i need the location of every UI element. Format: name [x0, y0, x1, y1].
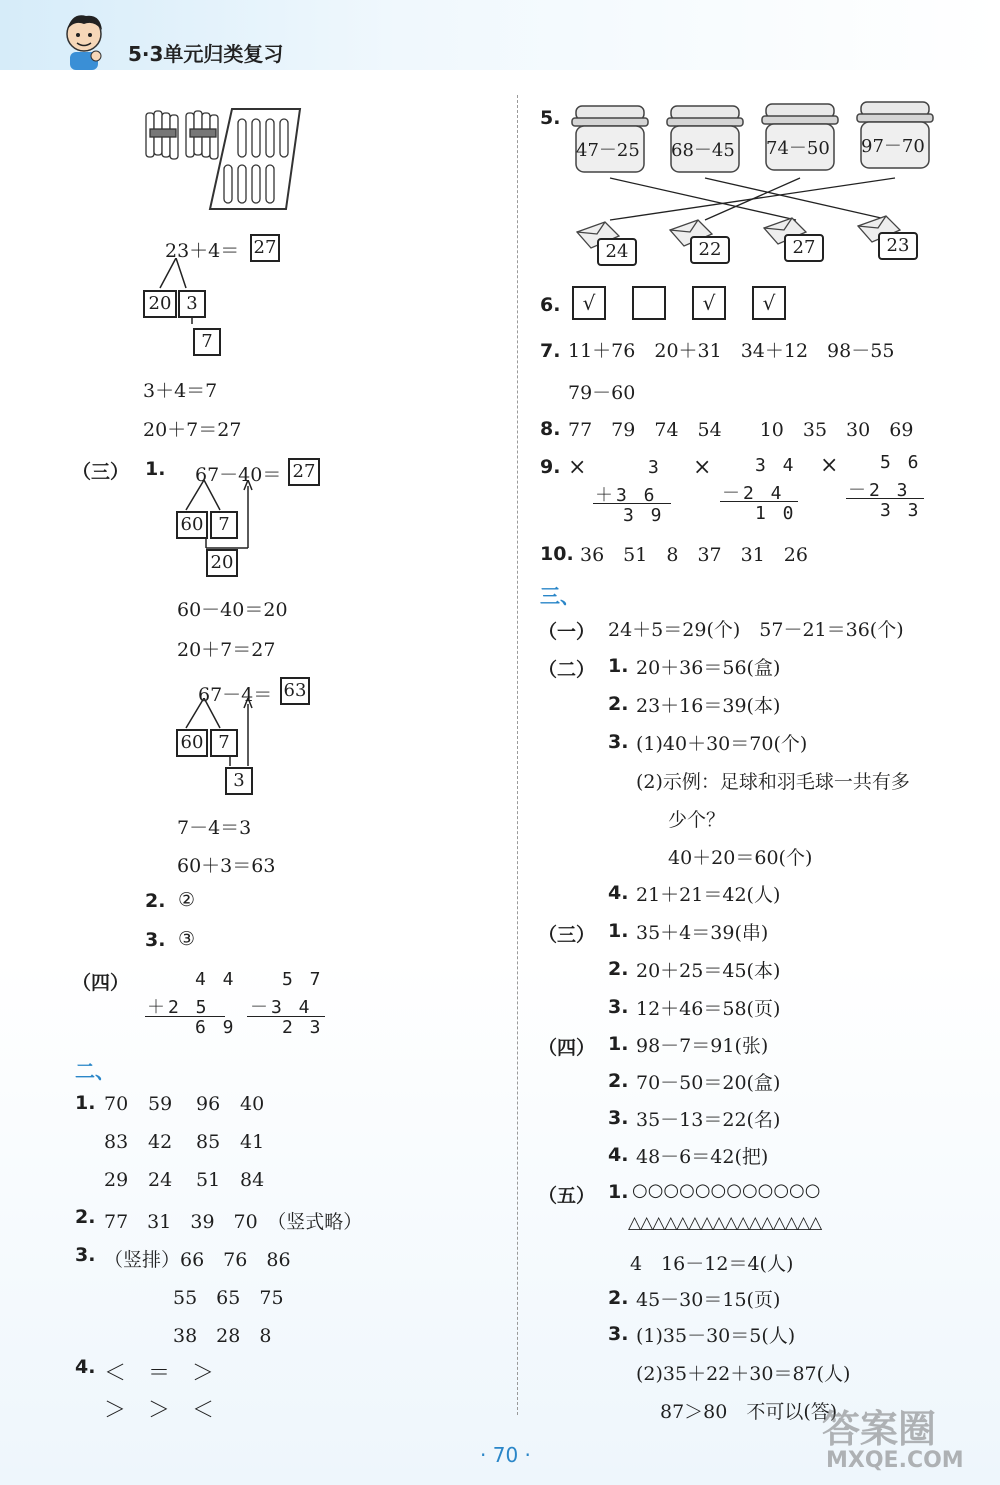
question-number: 5. — [540, 107, 561, 129]
watermark-url: MXQE.COM — [826, 1448, 964, 1473]
pot — [855, 100, 935, 172]
question-number: 3. — [608, 996, 629, 1018]
answer: 20＋25＝45(本) — [636, 960, 781, 982]
vertical-result: 3 9 — [623, 505, 665, 526]
question-number: 2. — [608, 958, 629, 980]
vertical-top: 5 7 — [282, 969, 324, 990]
step-line: 60－40＝20 — [177, 599, 288, 621]
question-number: 4. — [608, 1144, 629, 1166]
question-number: 2. — [75, 1206, 96, 1228]
column-divider — [517, 95, 518, 1415]
mascot-icon — [58, 10, 110, 72]
equation: 23＋4＝ — [165, 240, 240, 262]
number-box: 60 — [176, 729, 208, 757]
question-number: 3. — [608, 1107, 629, 1129]
answer: 98－7＝91(张) — [636, 1035, 769, 1057]
answer-box: 63 — [280, 677, 310, 705]
section-label: （二） — [538, 659, 596, 681]
question-number: 2. — [145, 890, 166, 912]
envelope-number: 24 — [597, 238, 637, 266]
answer: 70 — [104, 1093, 129, 1115]
answer: 87＞80 不可以(答) — [660, 1401, 838, 1423]
answer: 24 — [148, 1169, 173, 1191]
header-title: 5·3单元归类复习 — [128, 42, 284, 66]
answer: 51 — [196, 1169, 221, 1191]
vertical-rule — [846, 498, 924, 499]
section-label: （一） — [538, 621, 596, 643]
check-box — [632, 286, 666, 320]
answer: 79－60 — [568, 382, 636, 404]
circle-row: ○○○○○○○○○○○○ — [632, 1180, 821, 1201]
stick-tray-icon — [210, 109, 300, 209]
envelope — [856, 214, 926, 262]
answer: (2)35＋22＋30＝87(人) — [636, 1363, 851, 1385]
equation: 67－4＝ — [198, 684, 273, 706]
section-label: （四） — [538, 1037, 596, 1059]
answer: 29 — [104, 1169, 129, 1191]
answer: (2)示例：足球和羽毛球一共有多 — [636, 771, 910, 793]
vertical-result: 1 0 — [755, 503, 797, 524]
pot — [570, 104, 650, 176]
section-label: （四） — [72, 972, 130, 994]
answer-box: 27 — [288, 458, 320, 486]
page-header — [0, 0, 1000, 70]
answer: 23＋16＝39(本) — [636, 695, 781, 717]
answer: 59 — [148, 1093, 173, 1115]
step-line: 20＋7＝27 — [177, 639, 276, 661]
answer: (1)40＋30＝70(个) — [636, 733, 808, 755]
answer: 40＋20＝60(个) — [668, 847, 813, 869]
section-label: （三） — [538, 924, 596, 946]
answer: 20＋36＝56(盒) — [636, 657, 781, 679]
question-number: 1. — [75, 1092, 96, 1114]
number-box: 20 — [143, 290, 177, 318]
vertical-rule — [720, 501, 798, 502]
bundle-icon — [186, 111, 218, 159]
equation: 67－40＝ — [195, 464, 282, 486]
section-label: （三） — [72, 461, 130, 483]
question-number: 1. — [145, 458, 166, 480]
question-number: 1. — [608, 1033, 629, 1055]
envelope — [762, 216, 832, 264]
step-line: 60＋3＝63 — [177, 855, 276, 877]
vertical-result: 3 3 — [880, 500, 922, 521]
question-number: 1. — [608, 1181, 629, 1203]
vertical-top: 5 6 — [880, 452, 922, 473]
pot — [665, 104, 745, 176]
answer: 21＋21＝42(人) — [636, 884, 781, 906]
answer: 96 — [196, 1093, 221, 1115]
answer: (1)35－30＝5(人) — [636, 1325, 796, 1347]
section-heading: 二、 — [75, 1059, 115, 1083]
vertical-top: 4 4 — [195, 969, 237, 990]
answer: 12＋46＝58(页) — [636, 998, 781, 1020]
answer: （竖排）66 76 86 — [104, 1249, 291, 1271]
question-number: 2. — [608, 1070, 629, 1092]
envelope-number: 22 — [690, 236, 730, 264]
watermark: 答案圈 — [822, 1407, 937, 1451]
answer: 85 — [196, 1131, 221, 1153]
answer: 38 28 8 — [173, 1325, 272, 1347]
number-box: 3 — [178, 290, 206, 318]
question-number: 4. — [608, 882, 629, 904]
answer: 35－13＝22(名) — [636, 1109, 781, 1131]
answer: 24＋5＝29(个) 57－21＝36(个) — [608, 619, 904, 641]
question-number: 2. — [608, 693, 629, 715]
pot-label: 97－70 — [861, 136, 925, 157]
question-number: 10. — [540, 543, 574, 565]
number-box: 60 — [176, 511, 208, 539]
wrong-mark: × — [568, 455, 587, 480]
check-box: √ — [572, 286, 606, 320]
answer: ② — [178, 889, 196, 911]
pot-label: 47－25 — [576, 140, 640, 161]
answer-box: 27 — [250, 234, 280, 262]
question-number: 9. — [540, 456, 561, 478]
answer: 83 — [104, 1131, 129, 1153]
envelope — [668, 218, 738, 266]
number-box: 7 — [210, 511, 238, 539]
answer: 45－30＝15(页) — [636, 1289, 781, 1311]
vertical-top: 3 4 — [755, 455, 797, 476]
answer: 77 79 74 54 10 35 30 69 — [568, 419, 914, 441]
answer: 11＋76 20＋31 34＋12 98－55 — [568, 340, 895, 362]
pot-label: 74－50 — [766, 138, 830, 159]
vertical-middle: －3 4 — [250, 997, 313, 1018]
answer: 40 — [240, 1093, 265, 1115]
question-number: 1. — [608, 655, 629, 677]
vertical-result: 2 3 — [282, 1017, 324, 1038]
vertical-result: 6 9 — [195, 1017, 237, 1038]
envelope-number: 23 — [878, 232, 918, 260]
wrong-mark: × — [693, 455, 712, 480]
vertical-top: 3 — [648, 457, 662, 478]
wrong-mark: × — [820, 453, 839, 478]
vertical-middle: －2 4 — [722, 483, 785, 504]
question-number: 7. — [540, 340, 561, 362]
step-line: 7－4＝3 — [177, 817, 252, 839]
question-number: 8. — [540, 418, 561, 440]
answer: 少个？ — [668, 809, 726, 831]
vertical-rule — [593, 503, 671, 504]
envelope-number: 27 — [784, 234, 824, 262]
question-number: 1. — [608, 920, 629, 942]
question-number: 6. — [540, 294, 561, 316]
bundle-icon — [146, 111, 178, 159]
number-box: 3 — [225, 767, 253, 795]
check-box: √ — [752, 286, 786, 320]
step-line: 20＋7＝27 — [143, 419, 242, 441]
step-line: 3＋4＝7 — [143, 380, 218, 402]
answer: 42 — [148, 1131, 173, 1153]
section-heading: 三、 — [540, 584, 580, 608]
question-number: 3. — [608, 731, 629, 753]
number-box: 7 — [193, 328, 221, 356]
answer: 70－50＝20(盒) — [636, 1072, 781, 1094]
answer: 48－6＝42(把) — [636, 1146, 769, 1168]
number-box: 20 — [206, 549, 238, 577]
question-number: 2. — [608, 1287, 629, 1309]
question-number: 3. — [145, 929, 166, 951]
answer: 41 — [240, 1131, 265, 1153]
answer: 35＋4＝39(串) — [636, 922, 769, 944]
answer: 84 — [240, 1169, 265, 1191]
answer: 4 16－12＝4(人) — [630, 1253, 794, 1275]
question-number: 3. — [608, 1323, 629, 1345]
answer: ③ — [178, 928, 196, 950]
answer: 36 51 8 37 31 26 — [580, 544, 808, 566]
triangle-row: △△△△△△△△△△△△△△△△ — [628, 1213, 822, 1233]
section-label: （五） — [538, 1185, 596, 1207]
answer: ＜ ＝ ＞ — [104, 1361, 215, 1386]
question-number: 4. — [75, 1356, 96, 1378]
vertical-middle: －2 3 — [848, 480, 911, 501]
number-box: 7 — [210, 729, 238, 757]
envelope — [575, 220, 645, 268]
stick-bundles-illustration — [140, 105, 310, 215]
check-box: √ — [692, 286, 726, 320]
page-number: · 70 · — [480, 1443, 531, 1467]
pot — [760, 102, 840, 174]
answer: 55 65 75 — [173, 1287, 284, 1309]
question-number: 3. — [75, 1244, 96, 1266]
vertical-middle: ＋3 6 — [595, 485, 658, 506]
answer: 77 31 39 70 （竖式略） — [104, 1211, 363, 1233]
pot-label: 68－45 — [671, 140, 735, 161]
answer: ＞ ＞ ＜ — [104, 1398, 215, 1423]
vertical-middle: ＋2 5 — [147, 997, 210, 1018]
